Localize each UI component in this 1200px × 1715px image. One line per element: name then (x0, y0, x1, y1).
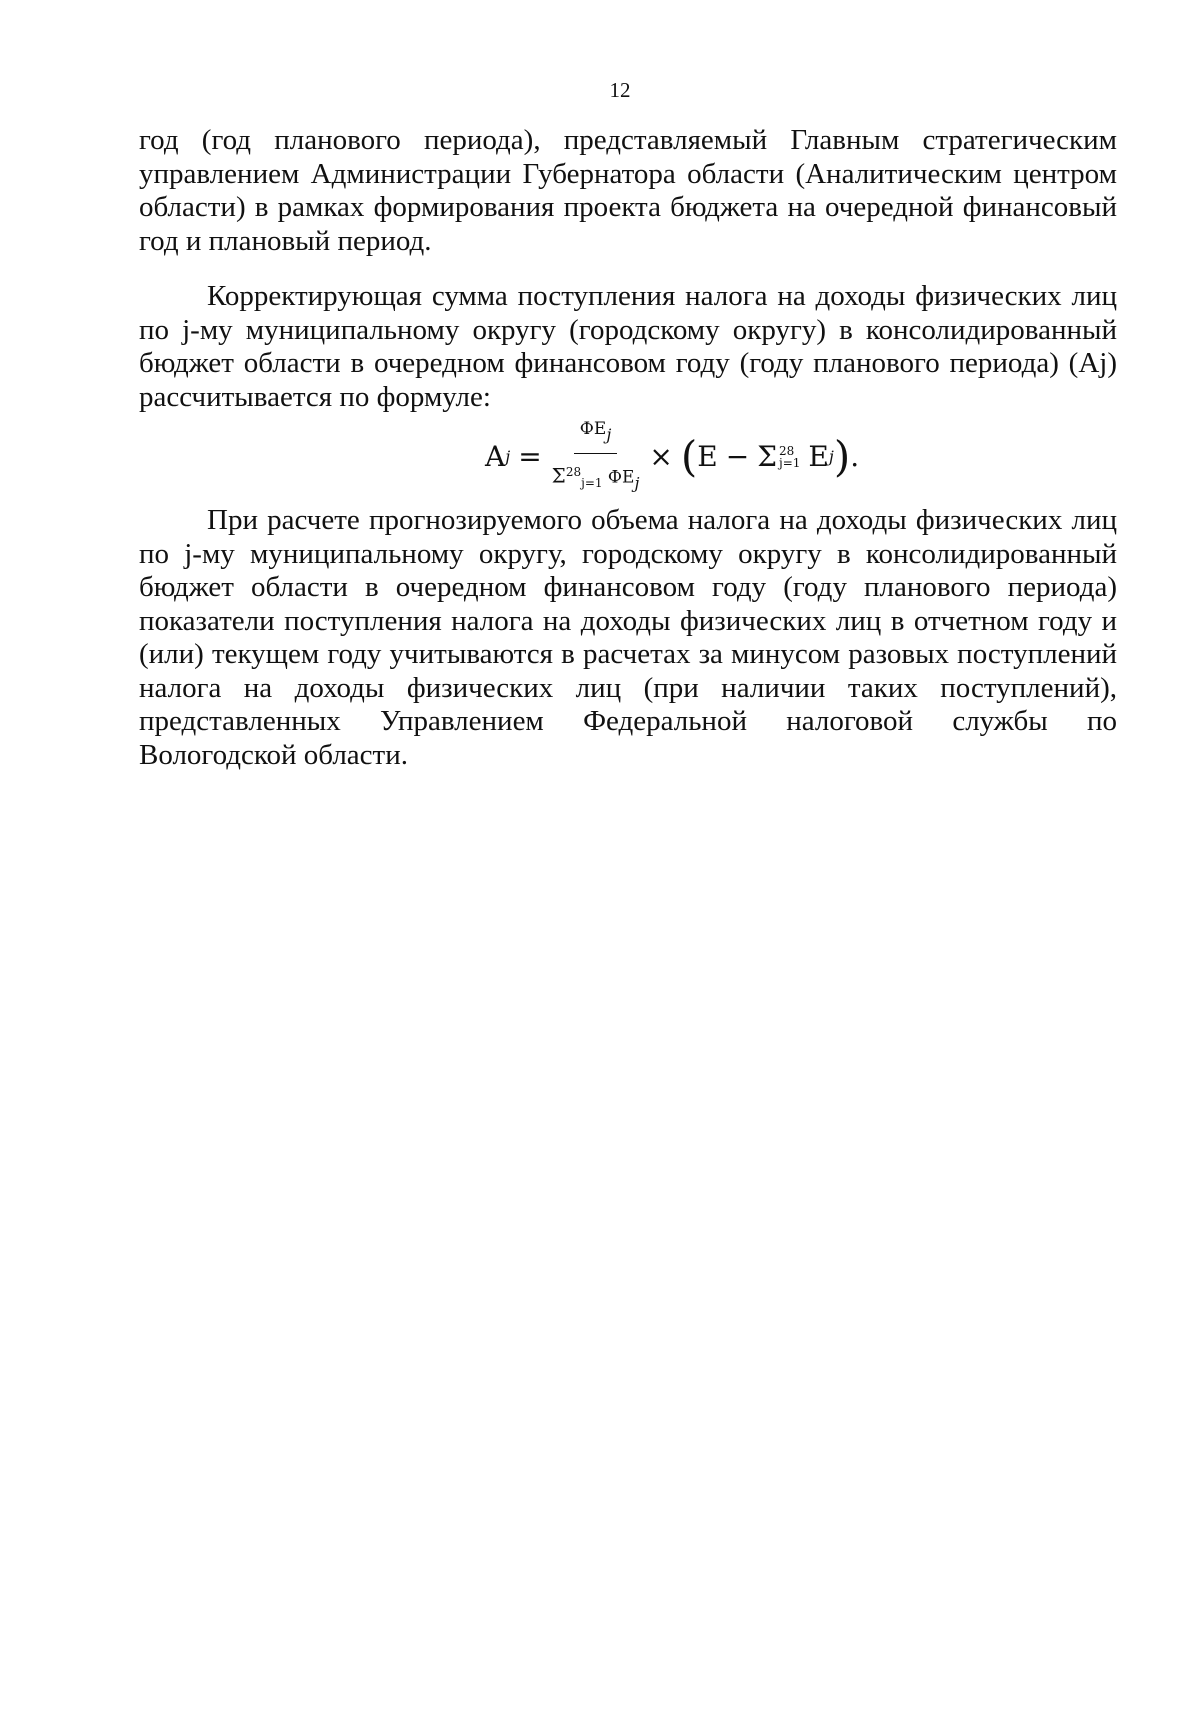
formula (139, 420, 1117, 494)
page-number: 12 (609, 78, 631, 102)
formula-open-paren: ( (680, 432, 698, 481)
formula-e2-sub: j (828, 447, 834, 467)
formula-equals: = (518, 440, 542, 474)
numerator-sub: j (606, 424, 612, 444)
denominator-sub: j (634, 474, 640, 494)
paragraph-1: год (год планового периода), представляемый Главным стратегическим управлением Администрации Губернатора области (Аналитическим центром области) в рамках формирования проекта бюджета на очередной финансовый год и плановый период. (139, 124, 1117, 257)
formula-numerator (574, 413, 618, 455)
paragraph-2: Корректирующая сумма поступления налога на доходы физических лиц по j-му муниципальному округу (городскому округу) в консолидированный бюджет области в очередном финансовом году (году планового периода) (Aj) рассчитывается по формуле: (139, 280, 1117, 413)
formula-upper-limit: 28 (779, 444, 795, 458)
document-body (139, 124, 1117, 772)
denominator-lower-limit: j=1 (581, 476, 603, 491)
formula-sigma: Σ (757, 440, 777, 474)
denominator-upper-limit: 28 (565, 465, 582, 480)
formula-fraction (552, 413, 640, 501)
paragraph-3: При расчете прогнозируемого объема налога на доходы физических лиц по j-му муниципальному округу, городскому округу в консолидированный бюджет области в очередном финансовом году (году планового периода) показатели поступления налога на доходы физических лиц в отчетном году и (или) текущем году учитываются в расчетах за минусом разовых поступлений налога на доходы физических лиц (при наличии таких поступлений), представленных Управлением Федеральной налоговой службы по Вологодской области. (139, 504, 1117, 771)
denominator-sigma: Σ (551, 464, 566, 489)
formula-e: E (697, 440, 718, 474)
formula-lhs-sub: j (505, 447, 511, 467)
formula-times: × (649, 440, 673, 474)
formula-minus: − (725, 440, 750, 474)
formula-lower-limit: j=1 (779, 456, 801, 470)
formula-close-paren: ) (833, 432, 851, 481)
formula-denominator (552, 454, 640, 501)
formula-e2: E (808, 440, 829, 474)
formula-period: . (850, 440, 860, 474)
formula-lhs: A (485, 440, 506, 474)
denominator-symbol: ФE (607, 468, 635, 489)
numerator-symbol: ФE (579, 418, 607, 439)
